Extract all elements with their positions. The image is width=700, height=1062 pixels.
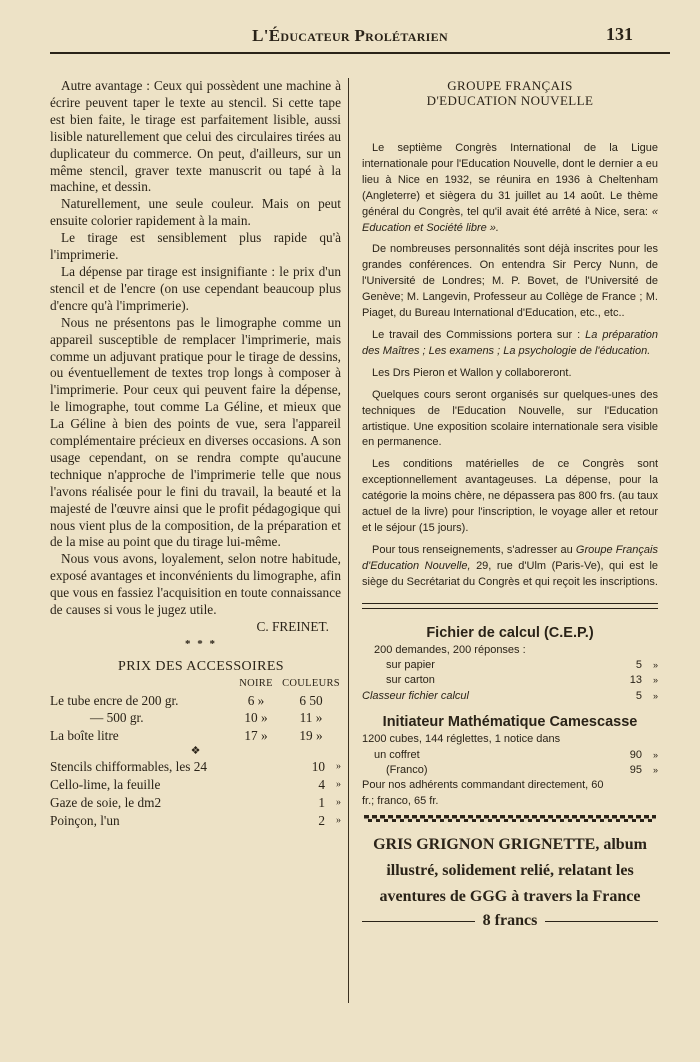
contact-address: 29, rue d'Ulm (Paris-Ve), qui est le siège du Secrétariat du Congrès et qui reçoit les inscriptions. bbox=[362, 559, 659, 588]
checkered-border bbox=[364, 815, 656, 822]
flower-ornament: ❖ bbox=[190, 745, 201, 758]
price-noire: 6 » bbox=[247, 692, 265, 708]
price-unit: » bbox=[336, 797, 341, 809]
commissions-lead: Le travail des Commissions portera sur : bbox=[372, 328, 581, 341]
group-title-line: GROUPE FRANÇAIS bbox=[447, 78, 573, 93]
list-item bbox=[362, 748, 658, 763]
initiateur-price: 90 bbox=[629, 748, 642, 761]
price-noire: 10 » bbox=[244, 710, 268, 726]
paragraph: Le tirage est sensiblement plus rapide qu'à l'imprimerie. bbox=[50, 230, 341, 263]
paragraph bbox=[362, 328, 658, 360]
price-unit: » bbox=[652, 675, 658, 686]
initiateur-title: Initiateur Mathématique Camescasse bbox=[382, 714, 638, 731]
ink-label: La boîte litre bbox=[50, 727, 119, 743]
price-unit: » bbox=[336, 761, 341, 773]
fichier-label: sur papier bbox=[386, 658, 435, 671]
initiateur-note: Pour nos adhérents commandant directement, 60 fr.; franco, 65 fr. bbox=[362, 779, 604, 807]
list-item bbox=[362, 689, 658, 704]
congress-theme: « Education et Société libre ». bbox=[362, 205, 658, 234]
accessory-price: 4 bbox=[318, 777, 325, 793]
column-header-noire: NOIRE bbox=[239, 677, 273, 689]
paragraph: Quelques cours seront organisés sur quelques-unes des techniques de l'Education Nouvelle, sur l'Education artistique. Une exposition scolaire internationale sera visible en permanence. bbox=[362, 388, 658, 449]
fichier-label: Classeur fichier calcul bbox=[362, 689, 469, 702]
list-item bbox=[50, 758, 341, 776]
price-noire: 17 » bbox=[244, 727, 268, 743]
price-unit: » bbox=[652, 764, 658, 775]
accessory-label: Cello-lime, la feuille bbox=[50, 777, 161, 793]
paragraph: Naturellement, une seule couleur. Mais on peut ensuite colorier rapidement à la main. bbox=[50, 196, 341, 229]
price-unit: » bbox=[652, 659, 658, 670]
column-divider bbox=[348, 78, 349, 1003]
congress-text: Le septième Congrès International de la Ligue internationale pour l'Education Nouvelle, dont le dernier a eu lieu à Nice en 1932, se réunira en 1936 à Cheltenham (Angleterre) et siègera du 31 juillet au 14 août. Le thème général du Congrès, tel qu'il avait été arrêté à Nice, sera: bbox=[362, 142, 658, 218]
book-advertisement: GRIS GRIGNON GRIGNETTE, album illustré, solidement relié, relatant les aventures de GGG à travers la France bbox=[373, 836, 647, 906]
list-item bbox=[362, 658, 658, 673]
paragraph bbox=[362, 141, 658, 236]
price-couleurs: 19 » bbox=[299, 727, 323, 743]
right-column bbox=[362, 78, 658, 932]
price-unit: » bbox=[336, 779, 341, 791]
left-column bbox=[50, 78, 341, 830]
paragraph: Les conditions matérielles de ce Congrès sont exceptionnellement avantageuses. La dépense, pour la catégorie la moins chère, ne dépassera pas 800 frs. (au taux actuel de la livre) pour l'inscription, le voyage aller et retour et le séjour (15 jours). bbox=[362, 458, 658, 534]
paragraph: De nombreuses personnalités sont déjà inscrites pour les grandes conférences. On entendra Sir Percy Nunn, de l'Université de Londres; M. P. Bovet, de l'Université de Genève; M. Langevin, Professeur au Collège de France ; M. Piaget, du Bureau International d'Education, etc., etc.. bbox=[362, 243, 658, 320]
paragraph bbox=[362, 543, 658, 591]
group-title bbox=[362, 78, 658, 108]
price-rule-left bbox=[362, 921, 475, 922]
fichier-label: sur carton bbox=[386, 674, 435, 687]
fichier-price: 5 bbox=[635, 658, 642, 671]
fichier-subtitle: 200 demandes, 200 réponses : bbox=[374, 643, 526, 656]
book-price: 8 francs bbox=[482, 912, 538, 930]
initiateur-description: 1200 cubes, 144 réglettes, 1 notice dans bbox=[362, 733, 561, 746]
price-unit: » bbox=[652, 749, 658, 760]
table-row bbox=[50, 693, 341, 711]
list-item bbox=[362, 673, 658, 688]
initiateur-label: un coffret bbox=[374, 748, 420, 761]
ink-label: — 500 gr. bbox=[90, 710, 144, 726]
ink-price-table bbox=[50, 676, 341, 745]
page-number: 131 bbox=[606, 24, 633, 44]
price-unit: » bbox=[336, 815, 341, 827]
paragraph: Nous ne présentons pas le limographe comme un appareil susceptible de remplacer l'imprimerie, mais comme un adjuvant pratique pour le tirage de dessins, ou éventuellement de textes trop longs à composer à l'imprimerie. Pour ceux qui peuvent faire la dépense, le limographe, tout comme La Géline, et mieux que La Géline à bien des points de vue, sera l'appareil complémentaire précieux en diverses occasions. A son usage cependant, on se rendra compte qu'aucune technique n'approche de l'imprimerie telle que nous l'avons réalisée pour le fini du travail, la beauté et la majesté de l'œuvre ainsi que le profit pédagogique qui nous vient plus de la composition, de la préparation et de la mise au point que du tirage lui-même. bbox=[50, 314, 341, 550]
fichier-price: 5 bbox=[635, 689, 642, 702]
group-title-line: D'EDUCATION NOUVELLE bbox=[426, 93, 594, 108]
accessory-price: 1 bbox=[318, 795, 325, 811]
ink-label: Le tube encre de 200 gr. bbox=[50, 692, 179, 708]
accessory-label: Gaze de soie, le dm2 bbox=[50, 795, 162, 811]
table-row bbox=[50, 728, 341, 746]
commissions-topics: La préparation des Maîtres ; Les examens ; La psychologie de l'éducation. bbox=[362, 328, 658, 357]
list-item bbox=[362, 763, 658, 778]
header-rule bbox=[50, 52, 670, 54]
accessory-price: 2 bbox=[318, 813, 325, 829]
separator-stars: * * * bbox=[185, 637, 217, 650]
accessory-label: Stencils chifformables, les 24 bbox=[50, 759, 208, 775]
paragraph: Nous vous avons, loyalement, selon notre habitude, exposé avantages et inconvénients du limographe, afin que vous en fassiez l'acquisition en toute connaissance de causes si vous le jugez utile. bbox=[50, 551, 341, 618]
accessory-label: Poinçon, l'un bbox=[50, 813, 120, 829]
contact-organisation: Groupe Français d'Education Nouvelle, bbox=[362, 543, 658, 572]
column-header-couleurs: COULEURS bbox=[282, 677, 340, 689]
price-couleurs: 6 50 bbox=[299, 692, 323, 708]
book-price-line bbox=[362, 910, 658, 932]
prices-heading: PRIX DES ACCESSOIRES bbox=[118, 658, 284, 674]
fichier-title: Fichier de calcul (C.E.P.) bbox=[426, 624, 594, 641]
accessory-price: 10 bbox=[311, 759, 325, 775]
contact-lead: Pour tous renseignements, s'adresser au bbox=[372, 543, 573, 556]
paragraph: La dépense par tirage est insignifiante : le prix d'un stencil et de l'encre (on use cependant beaucoup plus d'encre qu'à l'imprimerie). bbox=[50, 263, 341, 313]
paragraph: Les Drs Pieron et Wallon y collaboreront. bbox=[372, 366, 572, 379]
list-item bbox=[50, 776, 341, 794]
fichier-price: 13 bbox=[629, 674, 642, 687]
price-couleurs: 11 » bbox=[299, 710, 323, 726]
list-item bbox=[50, 794, 341, 812]
list-item bbox=[50, 812, 341, 830]
signature: C. FREINET. bbox=[256, 619, 329, 634]
price-unit: » bbox=[652, 690, 658, 701]
initiateur-price: 95 bbox=[629, 763, 642, 776]
table-row bbox=[50, 710, 341, 728]
price-rule-right bbox=[545, 921, 658, 922]
initiateur-label: (Franco) bbox=[386, 763, 428, 776]
journal-title: L'Éducateur Prolétarien bbox=[252, 26, 448, 45]
paragraph: Autre avantage : Ceux qui possèdent une machine à écrire peuvent taper le texte au stencil. Si cette tape est bien faite, le tirage est parfaitement lisible, aussi lisible naturellement que celui des circulaires tirées au duplicateur du commerce. On peut, d'ailleurs, sur un même stencil, graver texte manuscrit ou tapé à la machine, et dessin. bbox=[50, 78, 341, 195]
